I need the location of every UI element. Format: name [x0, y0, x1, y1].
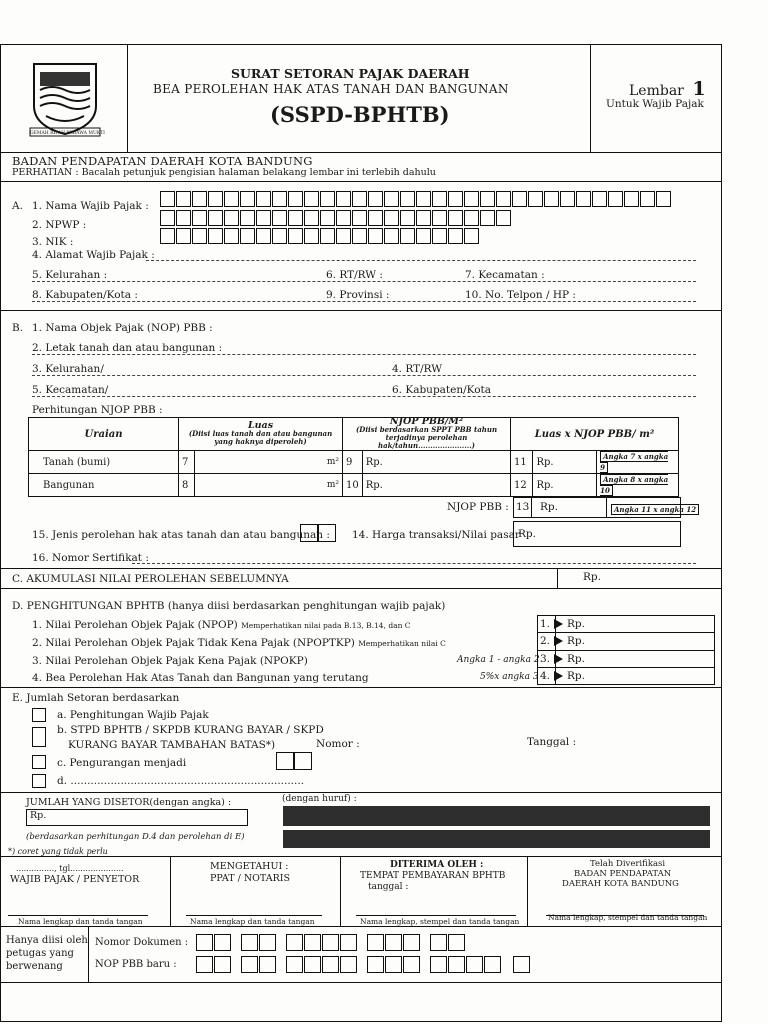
nop-label: 1. Nama Objek Pajak (NOP) PBB :	[32, 322, 213, 334]
sig-line-3[interactable]	[356, 915, 516, 916]
d-val2[interactable]	[540, 635, 585, 647]
section-a-letter: A.	[12, 200, 23, 212]
e-d-label: d. ......................................................................	[57, 775, 305, 787]
kabupaten-b-label: 6. Kabupaten/Kota	[392, 384, 492, 396]
sig-line-1[interactable]	[8, 915, 148, 916]
th-uraian: Uraian	[29, 418, 179, 451]
harga-transaksi-box[interactable]	[513, 521, 681, 547]
row-tanah-n1: 7	[179, 451, 195, 474]
sig-div2	[340, 856, 341, 926]
e-c-label: c. Pengurangan menjadi	[57, 757, 187, 769]
nik-boxes[interactable]	[160, 228, 480, 244]
d-val1-rp: Rp.	[567, 618, 585, 630]
kelurahan-a-line[interactable]	[32, 281, 696, 282]
d-val2-rp: Rp.	[567, 635, 585, 647]
npwp-boxes[interactable]	[160, 210, 512, 226]
kabupaten-a-label: 8. Kabupaten/Kota :	[32, 289, 138, 301]
sig-wp-title: WAJIB PAJAK / PENYETOR	[10, 874, 140, 885]
th-total: Luas x NJOP PBB/ m²	[511, 418, 679, 451]
row-bangunan-label: Bangunan	[29, 474, 179, 497]
section-c-bottom-rule	[0, 588, 722, 589]
d-val3[interactable]	[540, 653, 585, 665]
letak-label: 2. Letak tanah dan atau bangunan :	[32, 342, 223, 354]
alamat-label: 4. Alamat Wajib Pajak :	[32, 249, 155, 261]
signature-top-rule	[0, 856, 722, 857]
agency-name: BADAN PENDAPATAN DAERAH KOTA BANDUNG	[12, 154, 313, 168]
header-divider-right	[590, 44, 591, 152]
nop-baru-boxes[interactable]	[196, 956, 531, 973]
sig-bank-title2: TEMPAT PEMBAYARAN BPHTB	[360, 871, 506, 881]
kabupaten-a-line[interactable]	[32, 301, 696, 302]
provinsi-label: 9. Provinsi :	[326, 289, 390, 301]
coret-note: *) coret yang tidak perlu	[8, 847, 108, 856]
jumlah-angka-box[interactable]	[26, 809, 248, 826]
footer-divider	[88, 926, 89, 982]
d-val4[interactable]	[540, 670, 585, 682]
row-tanah-n3: 11	[511, 451, 533, 474]
arrow-right-icon	[554, 619, 563, 629]
sig-caption-2: Nama lengkap dan tanda tangan	[190, 917, 315, 926]
nomor-dokumen-label: Nomor Dokumen :	[95, 937, 189, 948]
d-row3-text: 3. Nilai Perolehan Objek Pajak Kena Pajak (NPOKP)	[32, 655, 308, 667]
e-b-label2: KURANG BAYAR TAMBAHAN BATAS*)	[68, 739, 276, 751]
section-c-label: C. AKUMULASI NILAI PEROLEHAN SEBELUMNYA	[12, 573, 289, 585]
e-nomor-label: Nomor :	[316, 738, 360, 750]
footer-hanya-1: Hanya diisi oleh	[6, 935, 88, 946]
e-c-box1[interactable]	[276, 752, 294, 770]
sig-caption-1: Nama lengkap dan tanda tangan	[18, 917, 143, 926]
jenis-perolehan-box1[interactable]	[300, 524, 318, 542]
th-njop-note: (Diisi berdasarkan SPPT PBB tahun terjadinya perolehan hak/tahun......................)	[355, 425, 498, 450]
kelurahan-b-line[interactable]	[32, 375, 696, 376]
nop-baru-label: NOP PBB baru :	[95, 959, 177, 970]
jumlah-huruf-shaded-1[interactable]	[283, 806, 710, 826]
njop-total-div2	[606, 497, 607, 518]
row-bangunan-n1: 8	[179, 474, 195, 497]
sig-bapenda-3: DAERAH KOTA BANDUNG	[562, 879, 679, 889]
th-njop-title: NJOP PBB/M²	[389, 416, 464, 427]
sig-ppat-title2: PPAT / NOTARIS	[210, 873, 291, 884]
harga-transaksi-label: 14. Harga transaksi/Nilai pasar	[352, 529, 520, 541]
e-a-checkbox[interactable]	[32, 708, 46, 722]
d-val1-no: 1.	[540, 618, 551, 630]
nomor-dokumen-boxes[interactable]	[196, 934, 466, 951]
d-values-rule2	[537, 650, 715, 651]
d-val4-rp: Rp.	[567, 670, 585, 682]
nomor-sertifikat-label: 16. Nomor Sertifikat :	[32, 552, 149, 564]
row-bangunan-n3: 12	[511, 474, 533, 497]
e-b-label1: b. STPD BPHTB / SKPDB KURANG BAYAR / SKPD	[57, 724, 324, 736]
d-row2-note: Memperhatikan nilai C	[358, 639, 446, 648]
th-luas	[179, 418, 343, 451]
jenis-perolehan-box2[interactable]	[318, 524, 336, 542]
rtrw-a-label: 6. RT/RW :	[326, 269, 383, 281]
npwp-label: 2. NPWP :	[32, 219, 87, 231]
row-bangunan-note: Angka 8 x angka 10	[600, 475, 669, 495]
row-bangunan-unit[interactable]: m²	[195, 474, 343, 497]
d-values-rule3	[537, 667, 715, 668]
d-row4-calc: 5%x angka 3	[480, 672, 539, 682]
header-bottom-rule	[0, 152, 722, 153]
rtrw-b-label: 4. RT/RW	[392, 363, 443, 375]
letak-line[interactable]	[32, 354, 696, 355]
form-title-line2: BEA PEROLEHAN HAK ATAS TANAH DAN BANGUNAN	[153, 82, 509, 96]
lembar-label	[629, 78, 706, 100]
row-bangunan-rp[interactable]: Rp.	[362, 474, 510, 497]
d-val4-no: 4.	[540, 670, 551, 682]
row-bangunan-rp2[interactable]: Rp.	[533, 474, 597, 497]
e-a-label: a. Penghitungan Wajib Pajak	[57, 709, 209, 721]
form-title-line1: SURAT SETORAN PAJAK DAERAH	[231, 66, 470, 81]
d-val1[interactable]	[540, 618, 585, 630]
row-tanah	[29, 451, 679, 474]
row-tanah-note-cell	[597, 451, 679, 474]
e-d-checkbox[interactable]	[32, 774, 46, 788]
perhatian-note: PERHATIAN : Bacalah petunjuk pengisian halaman belakang lembar ini terlebih dahulu	[12, 167, 436, 178]
sig-div3	[527, 856, 528, 926]
njop-total-div1	[531, 497, 532, 518]
nomor-sertifikat-line[interactable]	[132, 563, 696, 564]
d-row2	[32, 637, 446, 649]
d-row4-text: 4. Bea Perolehan Hak Atas Tanah dan Bangunan yang terutang	[32, 672, 369, 684]
jumlah-huruf-label: (dengan huruf) :	[282, 794, 357, 804]
perhitungan-label: Perhitungan NJOP PBB :	[32, 404, 163, 416]
kecamatan-b-line[interactable]	[32, 396, 696, 397]
section-e-label: E. Jumlah Setoran berdasarkan	[12, 692, 180, 704]
footer-top-rule	[0, 926, 722, 927]
sig-wp-tgl: ..............., tgl.....................	[16, 864, 124, 873]
sig-bank-title1: DITERIMA OLEH :	[390, 860, 484, 870]
sig-bapenda-1: Telah Diverifikasi	[590, 859, 666, 869]
jenis-perolehan-label: 15. Jenis perolehan hak atas tanah dan atau bangunan :	[32, 529, 330, 541]
row-bangunan-note-cell	[597, 474, 679, 497]
nama-wajib-pajak-label: 1. Nama Wajib Pajak :	[32, 200, 149, 212]
kelurahan-b-label: 3. Kelurahan/	[32, 363, 104, 375]
row-bangunan-n2: 10	[343, 474, 363, 497]
section-d-label: D. PENGHITUNGAN BPHTB (hanya diisi berdasarkan penghitungan wajib pajak)	[12, 600, 446, 612]
sig-div1	[170, 856, 171, 926]
th-luas-note: (Diisi luas tanah dan atau bangunan yang haknya diperoleh)	[188, 429, 333, 446]
d-row1-note: Memperhatikan nilai pada B.13, B.14, dan C	[241, 621, 411, 630]
arrow-right-icon	[554, 671, 563, 681]
lembar-sub: Untuk Wajib Pajak	[606, 98, 704, 110]
sig-ppat-title1: MENGETAHUI :	[210, 861, 289, 872]
section-e-rule	[0, 792, 722, 793]
njop-total-label: NJOP PBB :	[447, 501, 509, 513]
e-b-checkbox[interactable]	[32, 727, 46, 747]
header-divider-left	[127, 44, 128, 152]
d-val2-no: 2.	[540, 635, 551, 647]
njop-total-n: 13	[516, 501, 530, 513]
section-c-rp[interactable]: Rp.	[583, 571, 601, 583]
section-b-letter: B.	[12, 322, 24, 334]
d-val3-rp: Rp.	[567, 653, 585, 665]
row-tanah-label: Tanah (bumi)	[29, 451, 179, 474]
agency-rule	[0, 181, 722, 182]
d-values-rule1	[537, 632, 715, 633]
d-val3-no: 3.	[540, 653, 551, 665]
lembar-number: 1	[692, 78, 706, 100]
nik-label: 3. NIK :	[32, 236, 74, 248]
njop-table	[28, 417, 679, 497]
row-tanah-rp[interactable]: Rp.	[362, 451, 510, 474]
lembar-text: Lembar	[629, 83, 684, 99]
e-c-checkbox[interactable]	[32, 755, 46, 769]
kelurahan-a-label: 5. Kelurahan :	[32, 269, 108, 281]
th-luas-title: Luas	[247, 420, 274, 431]
jumlah-rp: Rp.	[30, 810, 47, 821]
row-tanah-rp2[interactable]: Rp.	[533, 451, 597, 474]
arrow-right-icon	[554, 654, 563, 664]
row-tanah-note: Angka 7 x angka 9	[600, 452, 669, 472]
jumlah-label: JUMLAH YANG DISETOR(dengan angka) :	[26, 797, 232, 808]
jumlah-huruf-shaded-2[interactable]	[283, 830, 710, 848]
section-d-rule	[0, 687, 722, 688]
d-row3-calc: Angka 1 - angka 2	[457, 655, 540, 665]
section-c-top-rule	[0, 568, 722, 569]
d-row1-text: 1. Nilai Perolehan Objek Pajak (NPOP)	[32, 619, 238, 631]
telpon-label: 10. No. Telpon / HP :	[465, 289, 576, 301]
sig-line-2[interactable]	[186, 915, 322, 916]
row-tanah-unit[interactable]: m²	[195, 451, 343, 474]
jumlah-note: (berdasarkan perhitungan D.4 dan perolehan di E)	[26, 832, 245, 842]
d-row1	[32, 619, 411, 631]
footer-bottom-rule	[0, 982, 722, 983]
section-a-rule	[0, 310, 722, 311]
row-tanah-n2: 9	[343, 451, 363, 474]
footer-hanya-3: berwenang	[6, 961, 63, 972]
kecamatan-b-label: 5. Kecamatan/	[32, 384, 109, 396]
footer-hanya-2: petugas yang	[6, 948, 74, 959]
e-c-box2[interactable]	[294, 752, 312, 770]
th-njop	[343, 418, 511, 451]
sig-bank-tanggal: tanggal :	[368, 882, 409, 892]
kecamatan-a-label: 7. Kecamatan :	[465, 269, 545, 281]
section-c-divider	[557, 568, 558, 588]
sig-caption-4: Nama lengkap, stempel dan tanda tangan	[548, 913, 708, 922]
alamat-line[interactable]	[146, 260, 696, 261]
logo-caption: GEMAH RIPAH WIBAWA MUKTI	[30, 131, 105, 136]
sig-caption-3: Nama lengkap, stempel dan tanda tangan	[360, 917, 520, 926]
nama-wajib-pajak-boxes[interactable]	[160, 191, 672, 207]
arrow-right-icon	[554, 636, 563, 646]
row-bangunan	[29, 474, 679, 497]
sig-bapenda-2: BADAN PENDAPATAN	[574, 869, 672, 879]
e-tanggal-label: Tanggal :	[527, 736, 577, 748]
d-row2-text: 2. Nilai Perolehan Objek Pajak Tidak Kena Pajak (NPOPTKP)	[32, 637, 355, 649]
harga-transaksi-rp: Rp.	[518, 528, 536, 540]
bandung-logo	[24, 60, 106, 142]
form-title-main: (SSPD-BPHTB)	[270, 102, 450, 127]
njop-total-note: Angka 11 x angka 12	[611, 504, 699, 515]
njop-total-rp: Rp.	[540, 501, 558, 513]
